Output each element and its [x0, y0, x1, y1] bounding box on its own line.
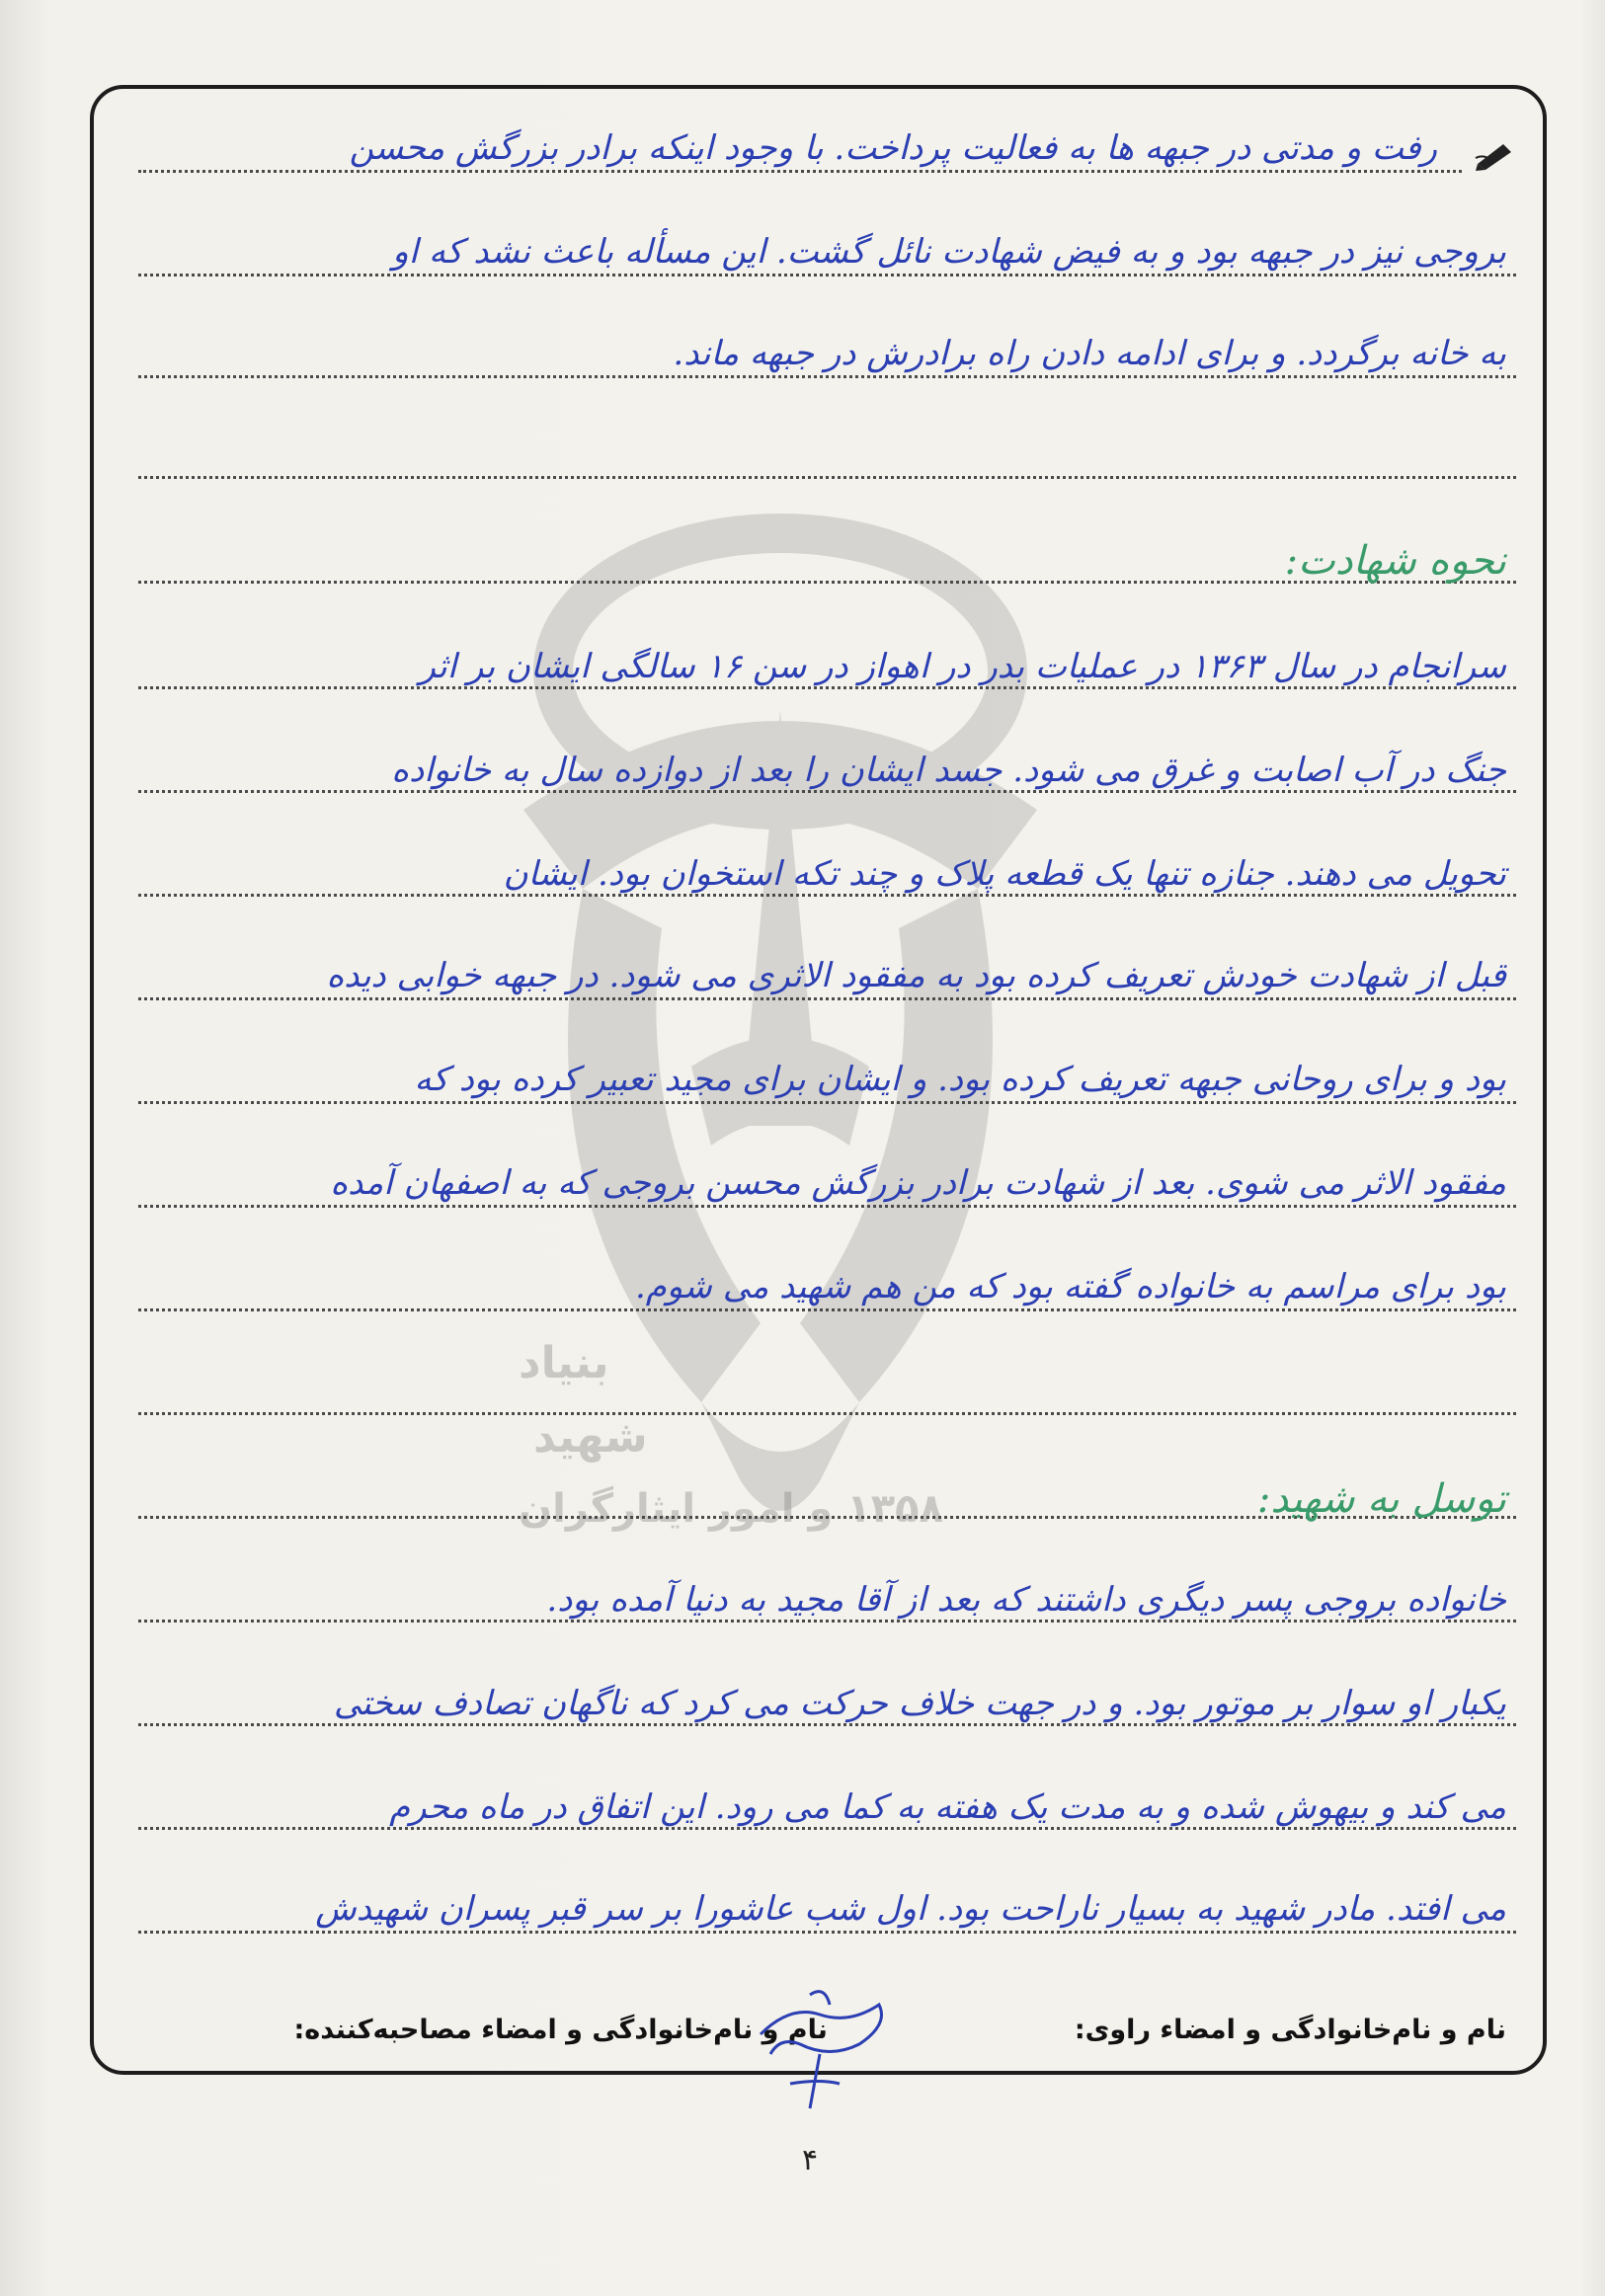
ruled-line [138, 894, 1516, 897]
ruled-line [138, 997, 1516, 1000]
handwritten-line: رفت و مدتی در جبهه ها به فعالیت پرداخت. با وجود اینکه برادر بزرگش محسن [349, 128, 1437, 168]
ruled-line [138, 476, 1516, 479]
ruled-line [138, 686, 1516, 689]
interviewer-signature [751, 1985, 899, 2113]
section-heading-martyrdom: نحوه شهادت: [1284, 538, 1506, 584]
ruled-line [138, 790, 1516, 793]
ruled-line [138, 170, 1462, 173]
handwritten-line: یکبار او سوار بر موتور بود. و در جهت خلاف حرکت می کرد که ناگهان تصادف سختی [333, 1684, 1506, 1723]
ruled-line [138, 1101, 1516, 1104]
watermark-text-3: ۱۳۵۸ و امور ایثارگران [519, 1486, 943, 1532]
ruled-line [138, 375, 1516, 378]
ruled-line [138, 1723, 1516, 1726]
handwritten-line: خانواده بروجی پسر دیگری داشتند که بعد از آقا مجید به دنیا آمده بود. [546, 1580, 1506, 1620]
handwritten-line: تحویل می دهند. جنازه تنها یک قطعه پلاک و چند تکه استخوان بود. ایشان [503, 854, 1506, 894]
ruled-line [138, 1827, 1516, 1830]
handwritten-line: بود برای مراسم به خانواده گفته بود که من هم شهید می شوم. [634, 1267, 1506, 1306]
watermark-text-1: بنیاد [519, 1338, 609, 1388]
handwritten-line: بود و برای روحانی جبهه تعریف کرده بود. و ایشان برای مجید تعبیر کرده بود که [414, 1060, 1506, 1099]
ruled-line [138, 1931, 1516, 1934]
interviewer-signature-label: نام و نام‌خانوادگی و امضاء مصاحبه‌کننده: [293, 2015, 828, 2045]
handwritten-line: بروجی نیز در جبهه بود و به فیض شهادت نائل گشت. این مسأله باعث نشد که او [392, 232, 1506, 272]
handwritten-line: می افتد. مادر شهید به بسیار ناراحت بود. اول شب عاشورا بر سر قبر پسران شهیدش [315, 1889, 1506, 1929]
ruled-line [138, 1205, 1516, 1208]
narrator-signature-label: نام و نام‌خانوادگی و امضاء راوی: [1074, 2015, 1506, 2045]
handwritten-line: سرانجام در سال ۱۳۶۳ در عملیات بدر در اهواز در سن ۱۶ سالگی ایشان بر اثر [419, 647, 1506, 686]
signature-labels [293, 2015, 1506, 2045]
handwritten-line: می کند و بیهوش شده و به مدت یک هفته به کما می رود. این اتفاق در ماه محرم [389, 1787, 1506, 1827]
handwritten-line: جنگ در آب اصابت و غرق می شود. جسد ایشان را بعد از دوازده سال به خانواده [391, 751, 1506, 790]
handwritten-line: قبل از شهادت خودش تعریف کرده بود به مفقود الاثری می شود. در جبهه خوابی دیده [326, 956, 1506, 995]
ruled-line [138, 1412, 1516, 1415]
section-heading-intercession: توسل به شهید: [1256, 1476, 1506, 1522]
pencil-icon [1474, 138, 1517, 172]
page-number: ۴ [801, 2143, 819, 2177]
ruled-line [138, 1308, 1516, 1311]
watermark-text-2: شهید [533, 1412, 648, 1463]
handwritten-line: مفقود الاثر می شوی. بعد از شهادت برادر بزرگش محسن بروجی که به اصفهان آمده [330, 1163, 1506, 1203]
ruled-line [138, 274, 1516, 277]
handwritten-line: به خانه برگردد. و برای ادامه دادن راه برادرش در جبهه ماند. [673, 334, 1506, 373]
ruled-line [138, 1620, 1516, 1623]
